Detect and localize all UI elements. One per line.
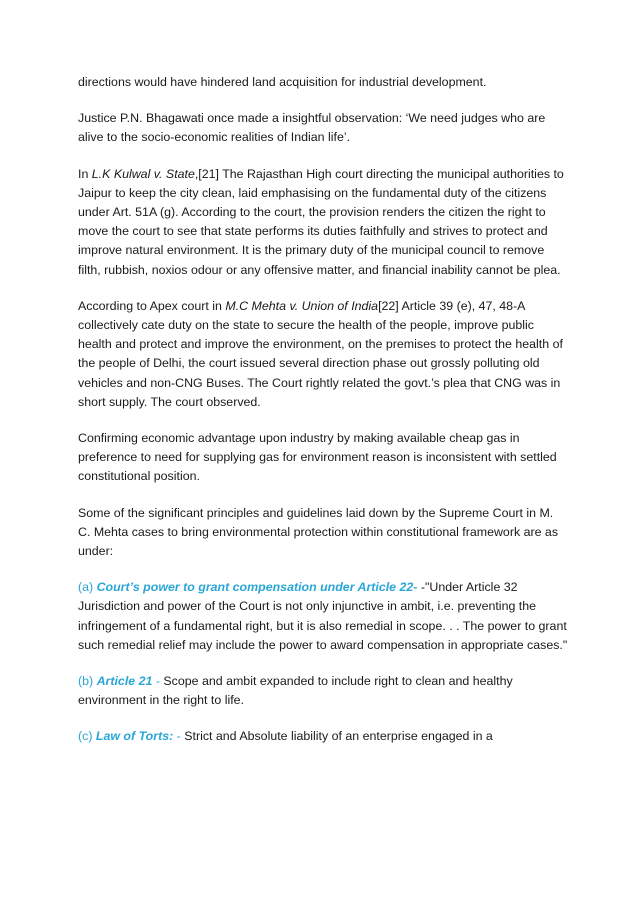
principle-marker: (b) bbox=[78, 674, 97, 689]
principle-text: -"Under Article 32 Jurisdiction and power of the Court is not only injunctive in ambit, i.e. preventing the infringement of a fundamental right, but it is also remedial in scope. . . The power to grant such remedial relief may include the power to award compensation in appropriate cases." bbox=[78, 580, 568, 652]
principle-heading: Law of Torts: bbox=[95, 729, 174, 744]
case-citation: L.K Kulwal v. State bbox=[91, 166, 195, 181]
paragraph-text: directions would have hindered land acquisition for industrial development. bbox=[78, 75, 487, 89]
paragraph bbox=[78, 297, 568, 412]
paragraph-text: ,[21] The Rajasthan High court directing the municipal authorities to Jaipur to keep the city clean, laid emphasising on the fundamental duty of the citizens under Art. 51A (g). According to the court, the provision renders the citizen the right to move the court to see that state performs its duties faithfully and strives to protect and improve natural environment. It is the primary duty of the municipal council to remove filth, rubbish, noxios odour or any offensive matter, and financial inability cannot be plea. bbox=[78, 166, 564, 277]
paragraph bbox=[78, 73, 568, 92]
paragraph-text: Confirming economic advantage upon industry by making available cheap gas in preference to need for supplying gas for environment reason is inconsistent with settled constitutional position. bbox=[78, 431, 557, 484]
paragraph-text: Some of the significant principles and guidelines laid down by the Supreme Court in M. C. Mehta cases to bring environmental protection within constitutional framework are as under: bbox=[78, 505, 559, 559]
principle-text: Strict and Absolute liability of an enterprise engaged in a bbox=[184, 729, 493, 744]
principle-heading: Article 21 bbox=[96, 674, 153, 689]
paragraph-prefix: In bbox=[78, 166, 92, 181]
principle-item bbox=[78, 672, 568, 710]
principle-text: Scope and ambit expanded to include right to clean and healthy environment in the right to life. bbox=[78, 674, 513, 708]
paragraph-text: [22] Article 39 (e), 47, 48-A collectively cate duty on the state to secure the health of the people, improve public health and protect and improve the environment, on the premises to protect the health of the people of Delhi, the court issued several direction phase out grossly polluting old vehicles and non-CNG Buses. The Court rightly related the govt.’s plea that CNG was in short supply. The court observed. bbox=[78, 298, 563, 409]
paragraph bbox=[78, 429, 568, 487]
paragraph bbox=[78, 504, 568, 562]
paragraph-text: Justice P.N. Bhagawati once made a insightful observation: ‘We need judges who are alive to the socio-economic realities of Indian life’. bbox=[78, 111, 546, 145]
paragraph bbox=[78, 165, 568, 280]
principle-separator: - bbox=[152, 674, 164, 689]
principle-heading: Court’s power to grant compensation under Article 22 bbox=[96, 580, 414, 595]
principle-item bbox=[78, 727, 568, 746]
principle-separator: - bbox=[413, 580, 421, 595]
principle-separator: - bbox=[173, 729, 185, 744]
paragraph-prefix: According to Apex court in bbox=[78, 298, 226, 313]
document-page bbox=[78, 73, 568, 764]
principle-marker: (a) bbox=[78, 580, 97, 595]
case-citation: M.C Mehta v. Union of India bbox=[225, 298, 379, 313]
paragraph bbox=[78, 109, 568, 147]
principle-marker: (c) bbox=[78, 729, 96, 744]
principle-item bbox=[78, 578, 568, 655]
